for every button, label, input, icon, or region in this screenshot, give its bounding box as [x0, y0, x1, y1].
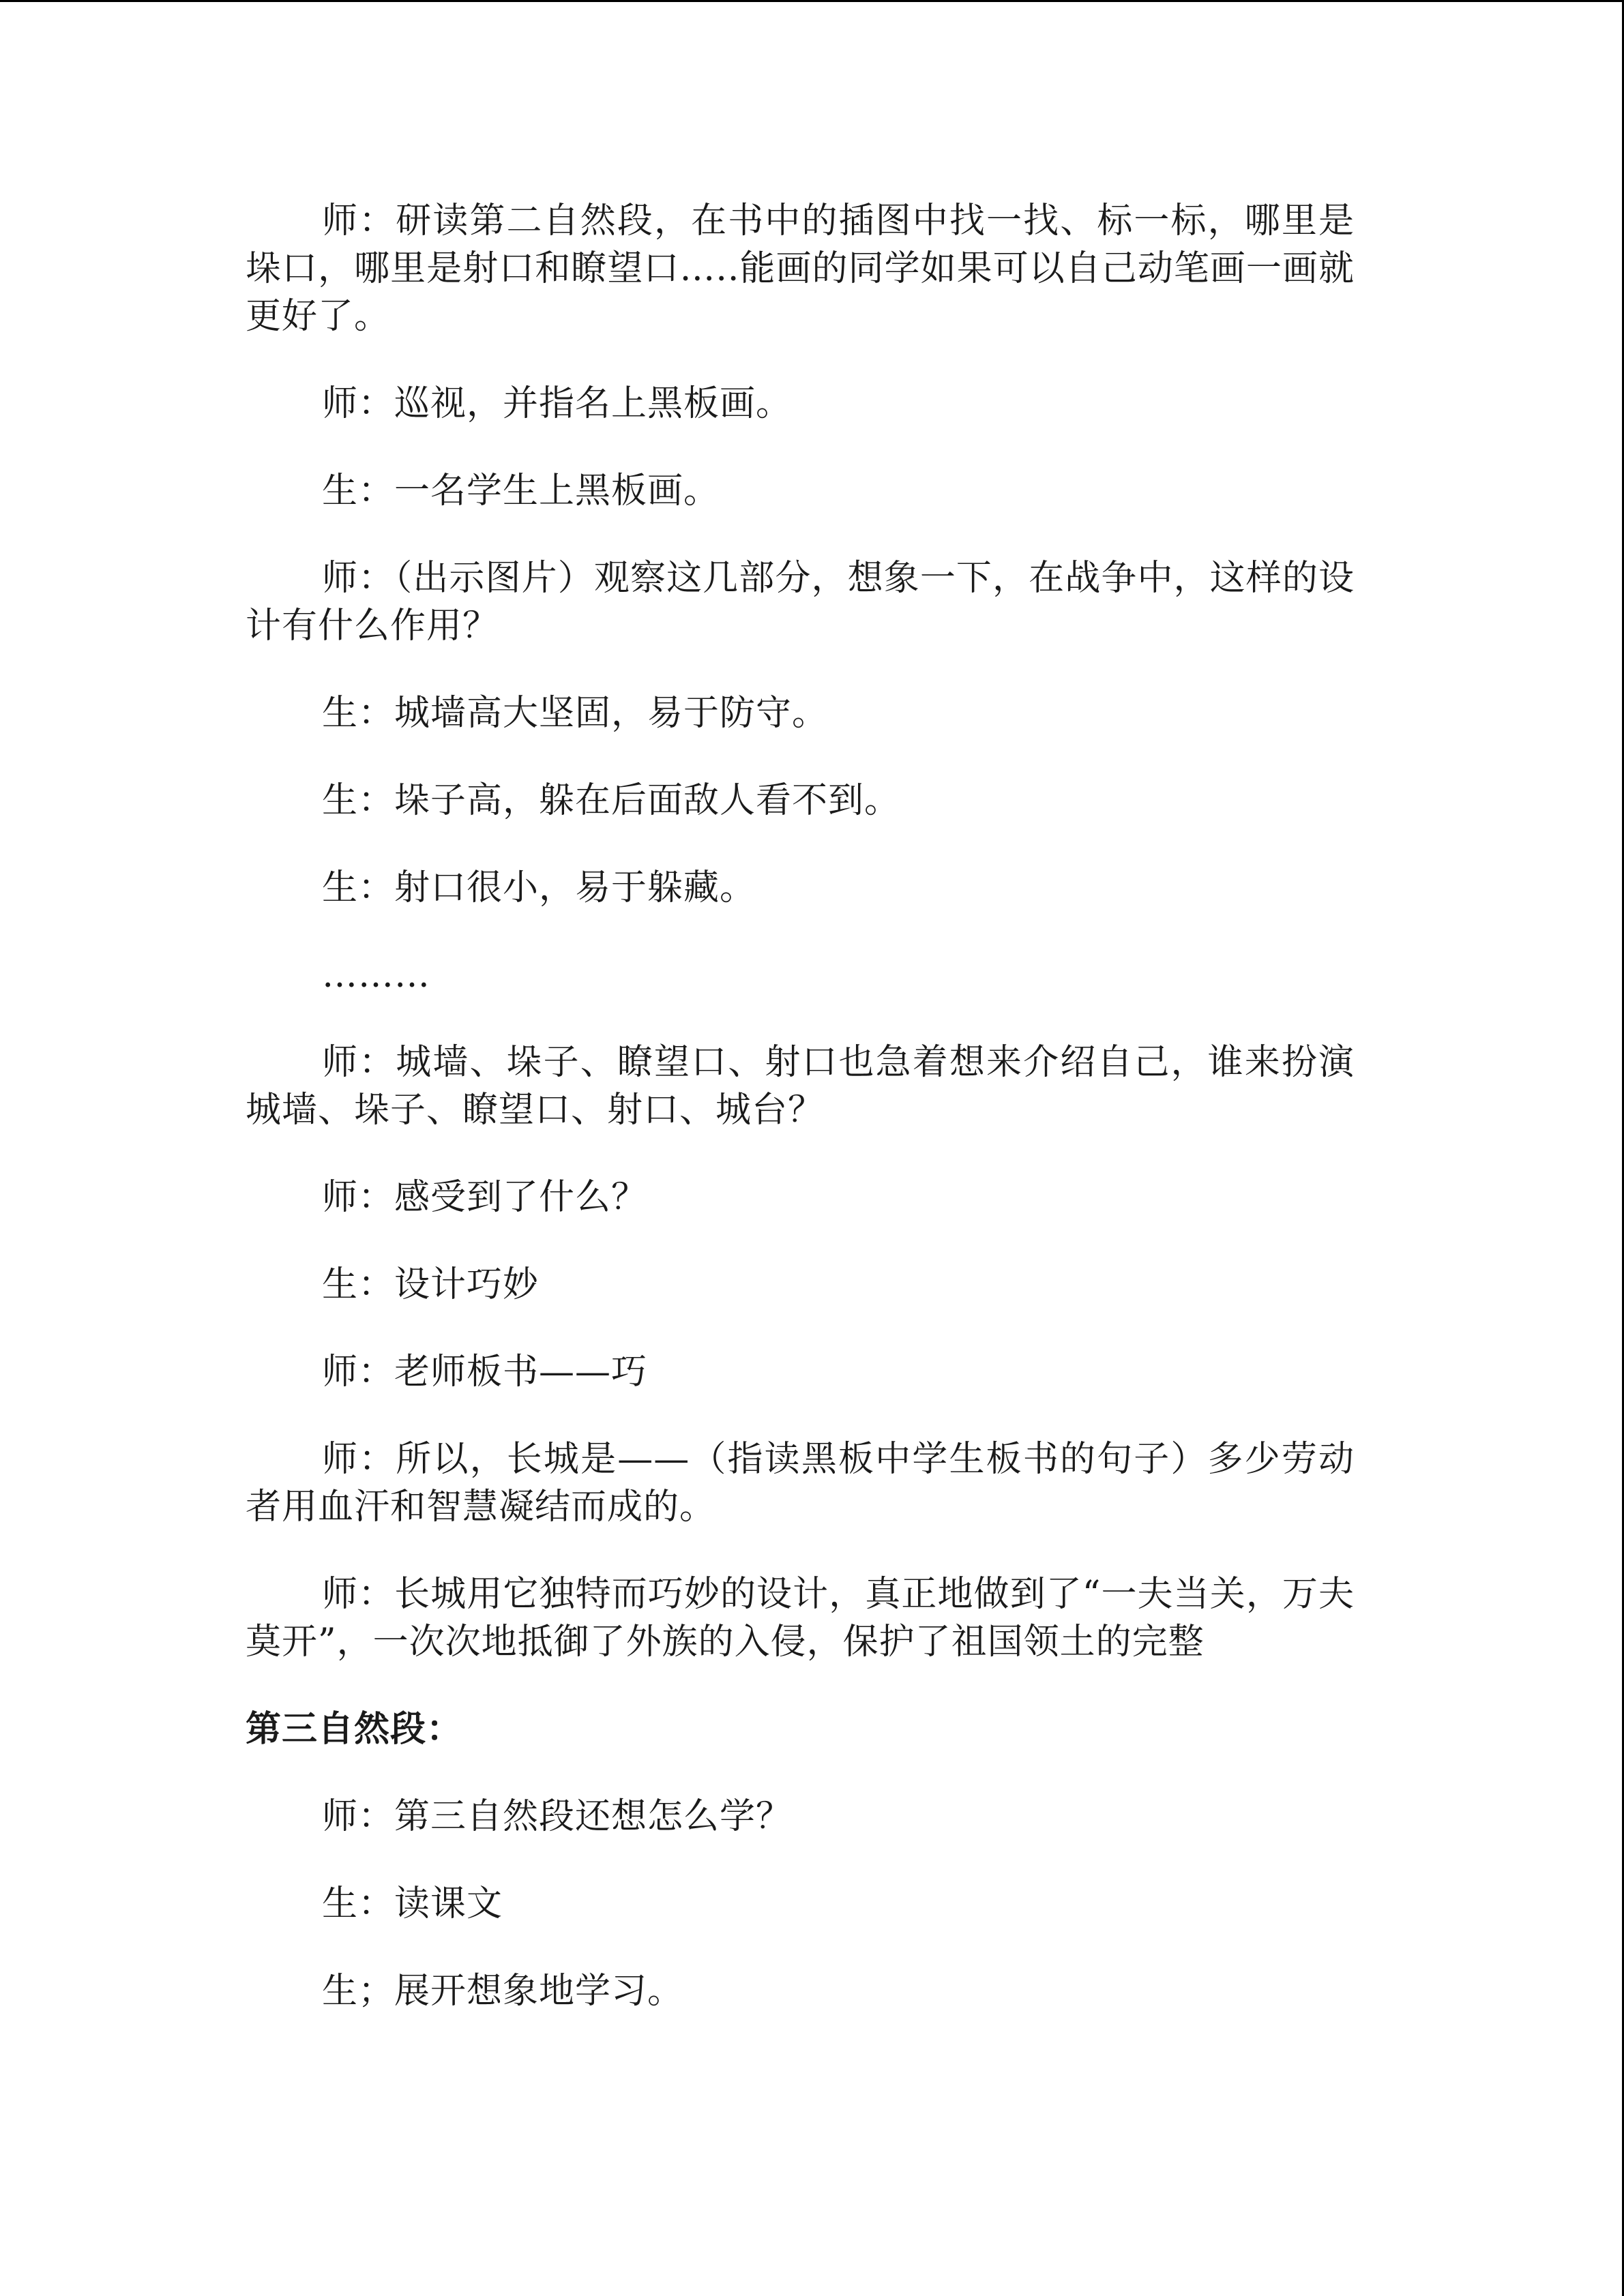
paragraph: 师：研读第二自然段，在书中的插图中找一找、标一标，哪里是垛口，哪里是射口和瞭望口…..能画的同学如果可以自己动笔画一画就更好了。 — [246, 200, 1355, 337]
paragraph: 生：读课文 — [322, 1883, 503, 1924]
paragraph: 生：一名学生上黑板画。 — [322, 471, 720, 511]
paragraph: 师：巡视，并指名上黑板画。 — [322, 383, 793, 424]
document-body — [246, 197, 1355, 2055]
paragraph: 生：射口很小，易于躲藏。 — [322, 867, 756, 908]
paragraph: 师：老师板书——巧 — [322, 1352, 648, 1392]
paragraph: 师：（出示图片）观察这几部分，想象一下，在战争中，这样的设计有什么作用？ — [246, 558, 1355, 646]
paragraph: 生：城墙高大坚固，易于防守。 — [322, 693, 829, 734]
paragraph: 师：第三自然段还想怎么学？ — [322, 1796, 793, 1837]
paragraph: 生；展开想象地学习。 — [322, 1971, 684, 2012]
paragraph: 生：垛子高，躲在后面敌人看不到。 — [322, 780, 901, 821]
paragraph: 生：设计巧妙 — [322, 1264, 540, 1305]
paragraph: 师：城墙、垛子、瞭望口、射口也急着想来介绍自己，谁来扮演城墙、垛子、瞭望口、射口、城台？ — [246, 1042, 1355, 1131]
section-heading: 第三自然段： — [246, 1708, 463, 1750]
paragraph: 师：感受到了什么？ — [322, 1177, 648, 1218]
ellipsis-line: ……… — [322, 955, 430, 996]
paragraph: 师：长城用它独特而巧妙的设计，真正地做到了“一夫当关，万夫莫开”，一次次地抵御了外族的入侵，保护了祖国领土的完整 — [246, 1574, 1355, 1663]
paragraph: 师：所以，长城是——（指读黑板中学生板书的句子）多少劳动者用血汗和智慧凝结而成的。 — [246, 1439, 1355, 1527]
